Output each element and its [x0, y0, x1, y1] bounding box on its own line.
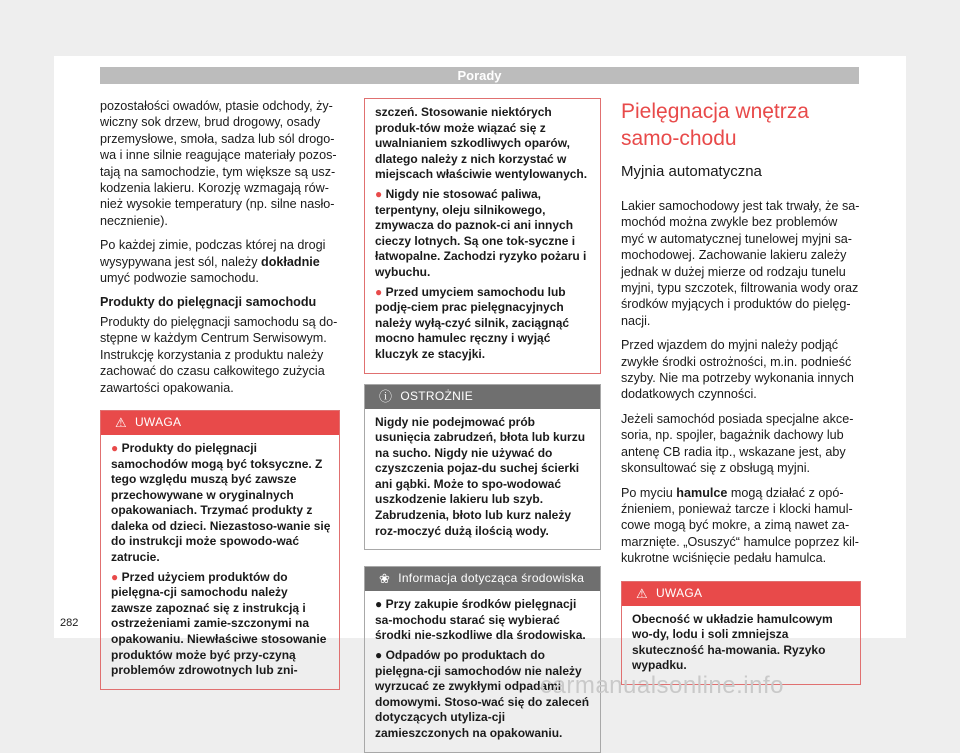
text: Po każdej zimie, podczas której na drogi wysypywana jest sól, należy — [100, 238, 326, 269]
bullet-icon: ● — [375, 648, 383, 663]
caution-box-header — [365, 385, 600, 409]
paragraph: Lakier samochodowy jest tak trwały, że sa-mochód można zwykle bez problemów myć w automatycznej tunelowej myjni sa-mochodowej. Zachowanie lakieru zależy jednak w dużej mierze od rodzaju tunelu myjni, typu szczotek, filtrowania wody oraz środków myjących i produktów do pielęg-nacji. — [621, 199, 860, 328]
warning-box-header — [101, 411, 339, 435]
section-heading: Pielęgnacja wnętrza samo-chodu — [621, 100, 809, 150]
paragraph: Jeżeli samochód posiada specjalne akce-soria, np. spojler, bagażnik dachowy lub antenę CB radia itp., wskazane jest, aby skonsultować się z obsługą myjni. — [621, 411, 854, 476]
list-item — [375, 187, 592, 281]
paragraph: Przed wjazdem do myjni należy podjąć zwykłe środki ostrożności, m.in. podnieść szyby. Nie ma potrzeby wykonania innych dodatkowych czynności. — [621, 338, 854, 402]
bullet-icon: ● — [111, 569, 119, 584]
list-item-text: Przy zakupie środków pielęgnacji sa-mochodu starać się wybierać środki nie-szkodliwe dla środowiska. — [375, 597, 586, 643]
list-item — [375, 285, 592, 363]
warning-box-body — [365, 99, 600, 373]
warning-text: Obecność w układzie hamulcowym wo-dy, lodu i soli zmniejsza skuteczność ha-mowania. Ryzyko wypadku. — [632, 611, 833, 673]
page-number: 282 — [60, 617, 79, 629]
warning-box-header — [622, 582, 860, 606]
list-item-text: Produkty do pielęgnacji samochodów mogą być toksyczne. Z tego względu muszą być zawsze przechowywane w oryginalnych opakowaniach. Trzymać produkty z daleka od dzieci. Niezastoso-wanie się do instrukcji może spowodo-wać zatrucie. — [111, 440, 331, 565]
section-subhead: Produkty do pielęgnacji samochodu — [100, 295, 317, 310]
caution-box — [364, 384, 601, 551]
bullet-icon: ● — [375, 186, 383, 201]
paragraph — [621, 485, 861, 567]
warning-text: szczeń. Stosowanie niektórych produk-tów może wiązać się z uwalnianiem szkodliwych oparów, dlatego należy z nich korzystać w miejscach właściwie wentylowanych. — [375, 105, 588, 182]
caution-box-body — [365, 409, 600, 550]
list-item-text: Nigdy nie stosować paliwa, terpentyny, oleju silnikowego, zmywacza do paznok-ci ani innych cieczy lotnych. Są one tok-syczne i łatwopalne. Zachodzi ryzyko pożaru i wybuchu. — [375, 186, 587, 279]
text: Po myciu — [621, 485, 677, 500]
text: mogą działać z opó-źnieniem, ponieważ tarcze i klocki hamul-cowe mogą być mokre, a zimą nawet za-marznięte. „Osuszyć“ hamulce poprzez kil-kukrotne wciśnięcie pedału hamulca. — [621, 485, 859, 566]
info-circle-icon: ⓘ — [379, 388, 393, 404]
environment-box-header — [365, 567, 600, 591]
warning-box — [100, 410, 340, 690]
list-item-text: Przed umyciem samochodu lub podję-ciem prac pielęgnacyjnych należy wyłą-czyć silnik, zaciągnąć mocno hamulec ręczny i wyjąć kluczyk ze stacyjki. — [375, 284, 570, 361]
caution-text: Nigdy nie podejmować prób usunięcia zabrudzeń, błota lub kurzu na sucho. Nigdy nie używać do czyszczenia pojaz-du suchej ścierki ani gąbki. Może to spo-wodować uszkodzenie lakieru lub szyb. Zabrudzenia, błoto lub kurz należy roz-moczyć dużą ilością wody. — [375, 414, 586, 538]
bullet-icon: ● — [375, 284, 383, 299]
warning-title: UWAGA — [134, 415, 182, 430]
section-subheading: Myjnia automatyczna — [621, 163, 762, 180]
leaf-icon: ❀ — [379, 571, 391, 587]
paragraph: pozostałości owadów, ptasie odchody, ży-wiczny sok drzew, brud drogowy, osady przemysłowe, smoła, sadza lub sól drogo-wa i inne silnie reagujące materiały pozos-tają na samochodzie, tym większe są usz-kodzenia lakieru. Korozję wzmagają rów-nież wysokie temperatury (np. silne nasło-necznienie). — [100, 99, 337, 228]
caution-title: OSTROŻNIE — [400, 388, 474, 403]
watermark: carmanualsonline.info — [540, 672, 784, 699]
environment-title: Informacja dotycząca środowiska — [398, 571, 585, 586]
warning-box — [621, 581, 861, 685]
paragraph — [100, 237, 340, 286]
bullet-icon: ● — [111, 440, 119, 455]
list-item — [111, 570, 331, 679]
page-header: Porady — [100, 67, 859, 84]
column-1 — [100, 98, 340, 690]
list-item — [375, 597, 592, 644]
warning-box-continued — [364, 98, 601, 374]
warning-box-body — [101, 435, 339, 689]
paragraph: Produkty do pielęgnacji samochodu są do-stępne w każdym Centrum Serwisowym. Instrukcję korzystania z produktu należy zachować do czasu całkowitego zużycia zawartości opakowania. — [100, 314, 338, 395]
column-2 — [364, 98, 601, 753]
bullet-icon: ● — [375, 597, 383, 612]
list-item-text: Odpadów po produktach do pielęgna-cji samochodów nie należy wyrzucać ze zwykłymi odpadami domowymi. Stoso-wać się do zaleceń dotyczących utyliza-cji zamieszczonych na opakowaniu. — [375, 648, 590, 740]
bold-text: hamulce — [676, 485, 728, 500]
column-3 — [621, 98, 861, 685]
list-item — [111, 441, 331, 566]
text: umyć podwozie samochodu. — [100, 271, 259, 286]
bold-text: dokładnie — [261, 254, 320, 269]
warning-title: UWAGA — [655, 585, 703, 600]
warning-triangle-icon: ⚠ — [115, 415, 127, 431]
warning-triangle-icon: ⚠ — [636, 585, 648, 601]
list-item-text: Przed użyciem produktów do pielęgna-cji samochodu należy zawsze zapoznać się z instrukcją i ostrzeżeniami zamie-szczonymi na opakowaniu. Niewłaściwe stosowanie produktów może być przy-czyną problemów zdrowotnych lub zni- — [111, 569, 327, 678]
environment-box — [364, 566, 601, 752]
